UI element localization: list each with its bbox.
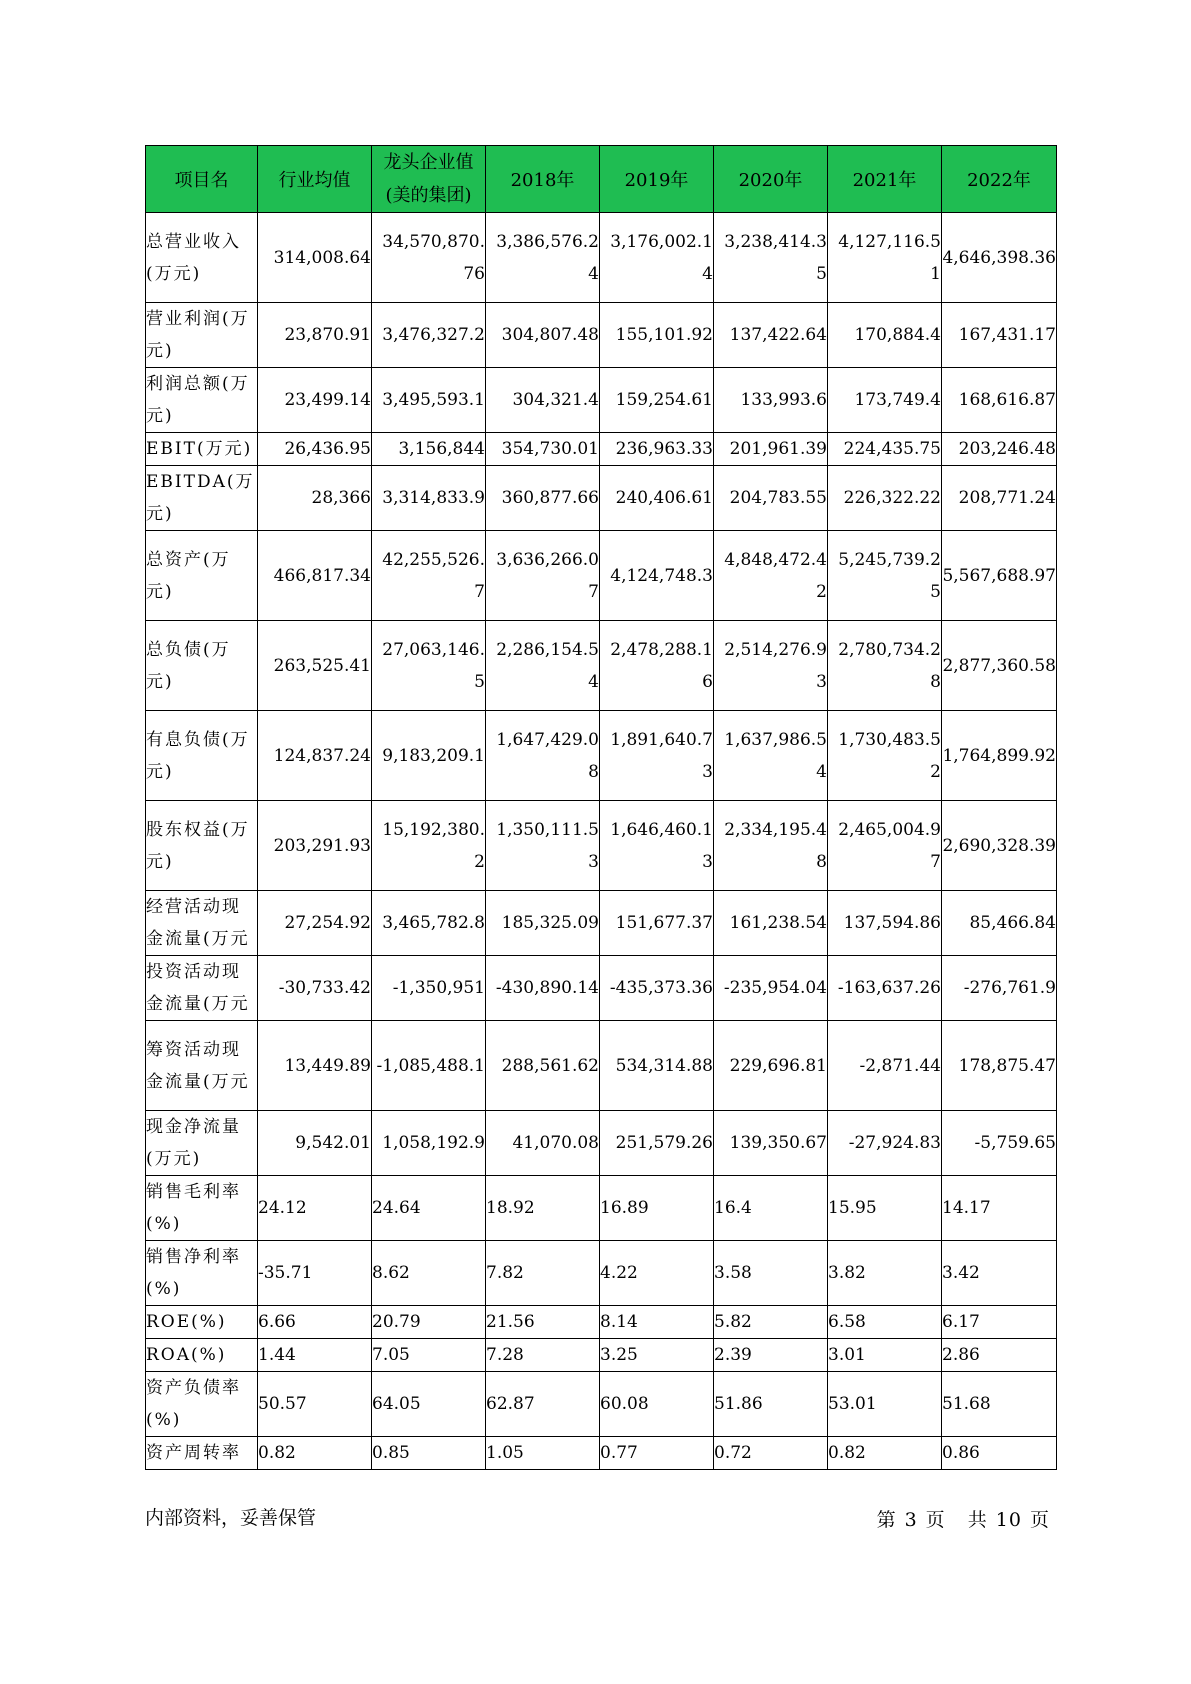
table-cell: 2,690,328.39 <box>942 801 1057 891</box>
table-cell: 263,525.41 <box>258 621 372 711</box>
table-cell: 64.05 <box>372 1372 486 1437</box>
table-cell: 9,542.01 <box>258 1111 372 1176</box>
table-cell: 7.28 <box>486 1339 600 1372</box>
table-cell: 1,350,111.53 <box>486 801 600 891</box>
table-cell: 51.86 <box>714 1372 828 1437</box>
table-cell: 203,291.93 <box>258 801 372 891</box>
header-industry-avg: 行业均值 <box>258 146 372 213</box>
table-cell: 24.12 <box>258 1176 372 1241</box>
total-pages: 10 <box>995 1509 1022 1531</box>
table-cell: 251,579.26 <box>600 1111 714 1176</box>
table-cell: 23,870.91 <box>258 303 372 368</box>
table-cell: 208,771.24 <box>942 466 1057 531</box>
table-cell: 360,877.66 <box>486 466 600 531</box>
table-cell: 314,008.64 <box>258 213 372 303</box>
table-cell: 60.08 <box>600 1372 714 1437</box>
table-row <box>146 1111 1057 1176</box>
table-cell: -2,871.44 <box>828 1021 942 1111</box>
row-label: 销售净利率(%) <box>146 1241 258 1306</box>
table-row <box>146 1339 1057 1372</box>
table-cell: 2,780,734.28 <box>828 621 942 711</box>
table-cell: 167,431.17 <box>942 303 1057 368</box>
row-label: 营业利润(万元) <box>146 303 258 368</box>
table-cell: 15.95 <box>828 1176 942 1241</box>
table-cell: 3.58 <box>714 1241 828 1306</box>
table-cell: 3.01 <box>828 1339 942 1372</box>
table-cell: 1.44 <box>258 1339 372 1372</box>
table-cell: 466,817.34 <box>258 531 372 621</box>
header-2019: 2019年 <box>600 146 714 213</box>
table-cell: 1,646,460.13 <box>600 801 714 891</box>
table-cell: 124,837.24 <box>258 711 372 801</box>
table-cell: 5,245,739.25 <box>828 531 942 621</box>
table-cell: 3.25 <box>600 1339 714 1372</box>
table-cell: 229,696.81 <box>714 1021 828 1111</box>
table-cell: 15,192,380.2 <box>372 801 486 891</box>
table-cell: 7.82 <box>486 1241 600 1306</box>
table-cell: 1,637,986.54 <box>714 711 828 801</box>
table-cell: 1.05 <box>486 1437 600 1470</box>
table-cell: 34,570,870.76 <box>372 213 486 303</box>
table-row <box>146 531 1057 621</box>
header-2021: 2021年 <box>828 146 942 213</box>
table-header-row <box>146 146 1057 213</box>
table-cell: 161,238.54 <box>714 891 828 956</box>
table-cell: 62.87 <box>486 1372 600 1437</box>
table-cell: 0.85 <box>372 1437 486 1470</box>
table-cell: -435,373.36 <box>600 956 714 1021</box>
table-cell: 51.68 <box>942 1372 1057 1437</box>
table-cell: 3,476,327.2 <box>372 303 486 368</box>
table-cell: -1,085,488.1 <box>372 1021 486 1111</box>
table-row <box>146 368 1057 433</box>
table-row <box>146 1437 1057 1470</box>
table-cell: 3,314,833.9 <box>372 466 486 531</box>
table-cell: 4,127,116.51 <box>828 213 942 303</box>
table-cell: 3,176,002.14 <box>600 213 714 303</box>
table-cell: 6.66 <box>258 1306 372 1339</box>
table-cell: 3.42 <box>942 1241 1057 1306</box>
table-row <box>146 1176 1057 1241</box>
table-cell: 236,963.33 <box>600 433 714 466</box>
table-cell: -1,350,951 <box>372 956 486 1021</box>
table-cell: 137,422.64 <box>714 303 828 368</box>
table-row <box>146 621 1057 711</box>
header-2020: 2020年 <box>714 146 828 213</box>
table-cell: 3.82 <box>828 1241 942 1306</box>
table-cell: 4,124,748.3 <box>600 531 714 621</box>
table-cell: 1,647,429.08 <box>486 711 600 801</box>
table-cell: -430,890.14 <box>486 956 600 1021</box>
table-cell: 24.64 <box>372 1176 486 1241</box>
row-label: 资产负债率(%) <box>146 1372 258 1437</box>
table-cell: -5,759.65 <box>942 1111 1057 1176</box>
table-cell: 42,255,526.7 <box>372 531 486 621</box>
table-cell: 137,594.86 <box>828 891 942 956</box>
table-cell: 2.39 <box>714 1339 828 1372</box>
table-cell: 26,436.95 <box>258 433 372 466</box>
table-cell: 304,321.4 <box>486 368 600 433</box>
table-cell: 13,449.89 <box>258 1021 372 1111</box>
table-cell: 2,286,154.54 <box>486 621 600 711</box>
row-label: 现金净流量(万元) <box>146 1111 258 1176</box>
table-cell: 21.56 <box>486 1306 600 1339</box>
row-label: EBIT(万元) <box>146 433 258 466</box>
table-row <box>146 956 1057 1021</box>
row-label: 总资产(万元) <box>146 531 258 621</box>
table-cell: 185,325.09 <box>486 891 600 956</box>
table-cell: -163,637.26 <box>828 956 942 1021</box>
table-cell: 4,646,398.36 <box>942 213 1057 303</box>
table-cell: 14.17 <box>942 1176 1057 1241</box>
table-cell: 240,406.61 <box>600 466 714 531</box>
footer-confidential-note: 内部资料，妥善保管 <box>145 1507 317 1529</box>
footer-page-indicator <box>873 1505 1054 1532</box>
table-row <box>146 711 1057 801</box>
table-cell: 1,764,899.92 <box>942 711 1057 801</box>
table-cell: 3,465,782.8 <box>372 891 486 956</box>
table-cell: 2,478,288.16 <box>600 621 714 711</box>
table-cell: 2.86 <box>942 1339 1057 1372</box>
table-cell: 224,435.75 <box>828 433 942 466</box>
row-label: 销售毛利率(%) <box>146 1176 258 1241</box>
table-cell: 3,238,414.35 <box>714 213 828 303</box>
table-cell: 304,807.48 <box>486 303 600 368</box>
table-row <box>146 466 1057 531</box>
row-label: 总营业收入(万元) <box>146 213 258 303</box>
row-label: 股东权益(万元) <box>146 801 258 891</box>
table-cell: 18.92 <box>486 1176 600 1241</box>
row-label: 资产周转率 <box>146 1437 258 1470</box>
header-leader-value: 龙头企业值(美的集团) <box>372 146 486 213</box>
table-cell: 16.89 <box>600 1176 714 1241</box>
table-cell: 2,877,360.58 <box>942 621 1057 711</box>
table-cell: 534,314.88 <box>600 1021 714 1111</box>
header-2018: 2018年 <box>486 146 600 213</box>
table-cell: 50.57 <box>258 1372 372 1437</box>
table-row <box>146 1021 1057 1111</box>
total-unit: 页 <box>1029 1509 1050 1531</box>
table-cell: 41,070.08 <box>486 1111 600 1176</box>
table-cell: 133,993.6 <box>714 368 828 433</box>
header-2022: 2022年 <box>942 146 1057 213</box>
table-cell: 20.79 <box>372 1306 486 1339</box>
table-cell: 168,616.87 <box>942 368 1057 433</box>
table-cell: 0.77 <box>600 1437 714 1470</box>
row-label: 投资活动现金流量(万元 <box>146 956 258 1021</box>
table-row <box>146 1306 1057 1339</box>
table-cell: 159,254.61 <box>600 368 714 433</box>
row-label: 有息负债(万元) <box>146 711 258 801</box>
table-cell: 201,961.39 <box>714 433 828 466</box>
table-cell: 6.58 <box>828 1306 942 1339</box>
table-cell: -35.71 <box>258 1241 372 1306</box>
table-row <box>146 1372 1057 1437</box>
table-cell: -235,954.04 <box>714 956 828 1021</box>
table-row <box>146 433 1057 466</box>
table-cell: 6.17 <box>942 1306 1057 1339</box>
table-cell: 85,466.84 <box>942 891 1057 956</box>
table-cell: 5.82 <box>714 1306 828 1339</box>
table-cell: 27,254.92 <box>258 891 372 956</box>
financial-table <box>145 145 1057 1470</box>
table-cell: 2,465,004.97 <box>828 801 942 891</box>
table-cell: 53.01 <box>828 1372 942 1437</box>
table-cell: 0.86 <box>942 1437 1057 1470</box>
table-cell: 1,891,640.73 <box>600 711 714 801</box>
table-cell: 27,063,146.5 <box>372 621 486 711</box>
table-cell: 139,350.67 <box>714 1111 828 1176</box>
table-row <box>146 213 1057 303</box>
table-cell: -27,924.83 <box>828 1111 942 1176</box>
table-cell: 0.72 <box>714 1437 828 1470</box>
table-cell: 2,514,276.93 <box>714 621 828 711</box>
table-cell: 203,246.48 <box>942 433 1057 466</box>
table-cell: 354,730.01 <box>486 433 600 466</box>
table-cell: 3,386,576.24 <box>486 213 600 303</box>
table-cell: 151,677.37 <box>600 891 714 956</box>
table-cell: 1,730,483.52 <box>828 711 942 801</box>
table-cell: 204,783.55 <box>714 466 828 531</box>
total-prefix: 共 <box>967 1509 988 1531</box>
table-cell: 178,875.47 <box>942 1021 1057 1111</box>
row-label: ROA(%) <box>146 1339 258 1372</box>
table-cell: 5,567,688.97 <box>942 531 1057 621</box>
table-cell: 2,334,195.48 <box>714 801 828 891</box>
table-cell: 3,156,844 <box>372 433 486 466</box>
table-cell: -276,761.9 <box>942 956 1057 1021</box>
page-unit: 页 <box>925 1509 946 1531</box>
table-cell: 23,499.14 <box>258 368 372 433</box>
table-row <box>146 891 1057 956</box>
row-label: 筹资活动现金流量(万元 <box>146 1021 258 1111</box>
header-item-name: 项目名 <box>146 146 258 213</box>
table-row <box>146 1241 1057 1306</box>
table-cell: 1,058,192.9 <box>372 1111 486 1176</box>
table-cell: 170,884.4 <box>828 303 942 368</box>
row-label: 利润总额(万元) <box>146 368 258 433</box>
row-label: ROE(%) <box>146 1306 258 1339</box>
table-cell: 173,749.4 <box>828 368 942 433</box>
row-label: 总负债(万元) <box>146 621 258 711</box>
table-cell: 4,848,472.42 <box>714 531 828 621</box>
table-row <box>146 303 1057 368</box>
table-cell: 8.62 <box>372 1241 486 1306</box>
table-cell: 155,101.92 <box>600 303 714 368</box>
table-cell: 9,183,209.1 <box>372 711 486 801</box>
page-prefix: 第 <box>876 1509 897 1531</box>
row-label: EBITDA(万元) <box>146 466 258 531</box>
table-cell: 0.82 <box>828 1437 942 1470</box>
table-cell: 8.14 <box>600 1306 714 1339</box>
table-cell: 3,495,593.1 <box>372 368 486 433</box>
table-cell: 226,322.22 <box>828 466 942 531</box>
table-cell: 7.05 <box>372 1339 486 1372</box>
row-label: 经营活动现金流量(万元 <box>146 891 258 956</box>
table-cell: 3,636,266.07 <box>486 531 600 621</box>
table-cell: 288,561.62 <box>486 1021 600 1111</box>
table-cell: 28,366 <box>258 466 372 531</box>
table-row <box>146 801 1057 891</box>
page-number: 3 <box>904 1509 918 1531</box>
table-cell: -30,733.42 <box>258 956 372 1021</box>
table-cell: 0.82 <box>258 1437 372 1470</box>
table-cell: 4.22 <box>600 1241 714 1306</box>
table-cell: 16.4 <box>714 1176 828 1241</box>
